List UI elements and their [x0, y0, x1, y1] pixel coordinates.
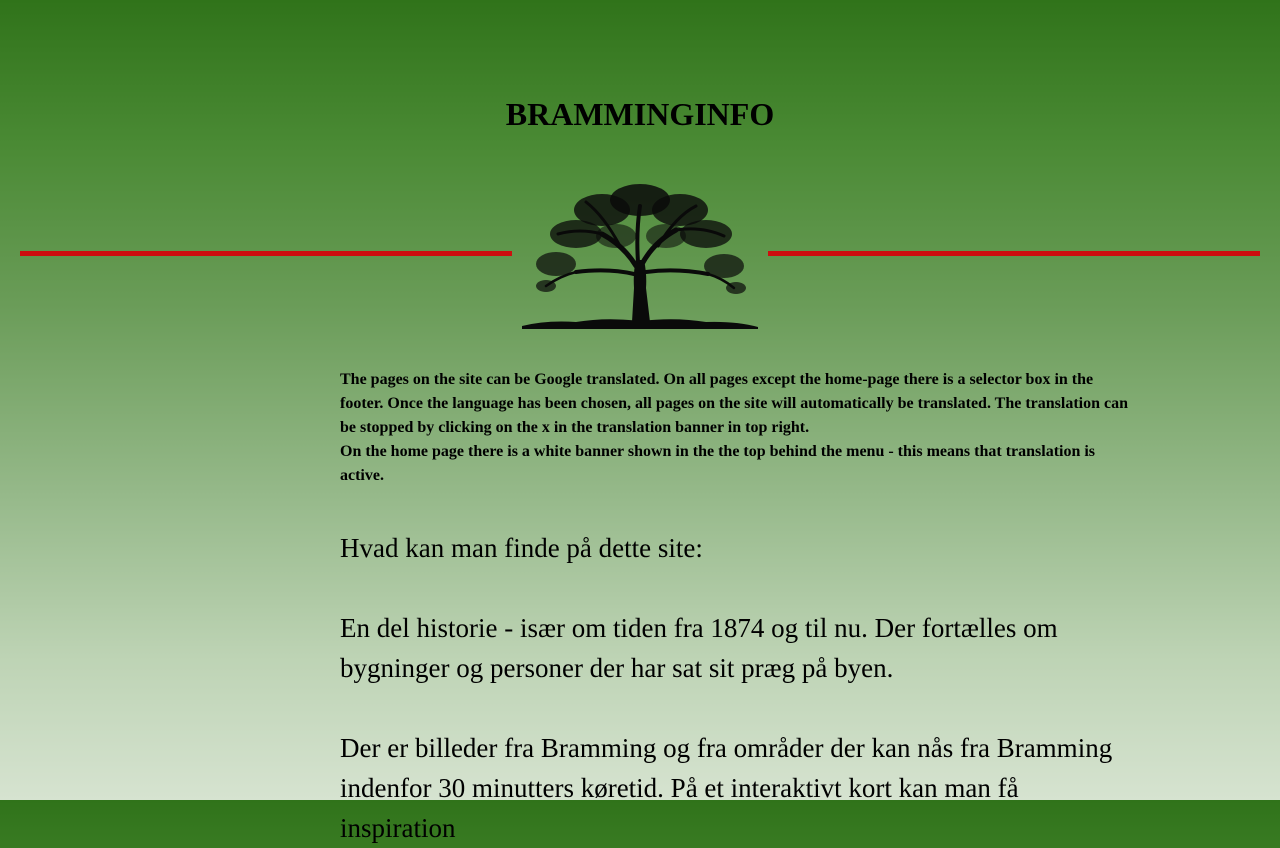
translation-notice-text: The pages on the site can be Google translated. On all pages except the home-page there is a selector box in the footer. Once the language has been chosen, all pages on the site will automatically be translated. The translation can be stopped by clicking on the x in the translation banner in top right. — [340, 371, 1128, 436]
oak-tree-icon — [516, 176, 764, 332]
intro-heading: Hvad kan man finde på dette site: — [340, 533, 703, 563]
translation-notice — [340, 368, 1140, 488]
translation-banner-note: On the home page there is a white banner shown in the the top behind the menu - this means that translation is active. — [340, 443, 1096, 484]
history-paragraph: En del historie - især om tiden fra 1874 og til nu. Der fortælles om bygninger og personer der har sat sit præg på byen. — [340, 613, 1058, 683]
main-content — [340, 368, 1140, 848]
divider-right — [768, 251, 1260, 256]
photos-paragraph: Der er billeder fra Bramming og fra områder der kan nås fra Bramming indenfor 30 minutters køretid. På et interaktivt kort kan man få inspiration — [340, 733, 1113, 843]
site-title: BRAMMINGINFO — [505, 96, 775, 132]
divider-left — [20, 251, 512, 256]
